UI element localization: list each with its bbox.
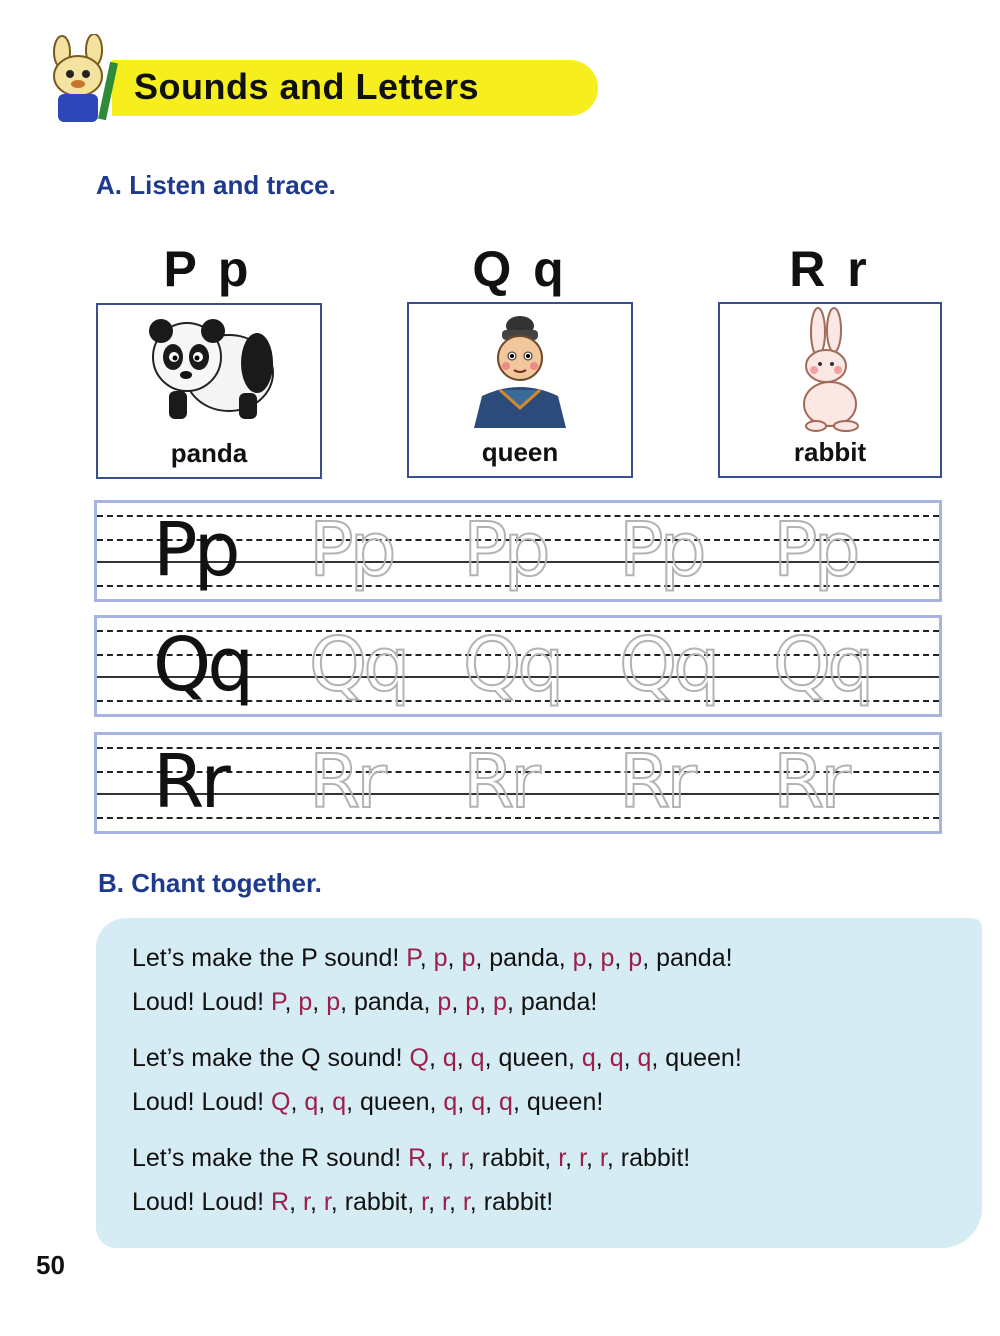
trace-dotted-letter[interactable]: Rr: [773, 739, 847, 825]
trace-model-letter: Qq: [153, 622, 251, 708]
trace-dotted-letter[interactable]: Qq: [463, 622, 561, 708]
panda-icon: [139, 313, 279, 423]
trace-dotted-letter[interactable]: Qq: [619, 622, 717, 708]
rabbit-icon: [780, 306, 880, 434]
chant-line: Loud! Loud! P, p, p, panda, p, p, p, panda!: [132, 988, 598, 1016]
card-rabbit: [718, 302, 942, 478]
card-queen: [407, 302, 633, 478]
chant-line: Loud! Loud! Q, q, q, queen, q, q, q, queen!: [132, 1088, 604, 1116]
trace-dotted-letter[interactable]: Rr: [619, 739, 693, 825]
section-a-heading: A. Listen and trace.: [96, 170, 336, 200]
tracing-row-r[interactable]: [94, 732, 942, 834]
card-panda: [96, 303, 322, 479]
queen-icon: [460, 312, 580, 428]
trace-dotted-letter[interactable]: Pp: [309, 507, 393, 593]
tracing-row-q[interactable]: [94, 615, 942, 717]
card-label-panda: panda: [170, 438, 248, 468]
section-b-heading: B. Chant together.: [98, 868, 322, 898]
chant-line: Let’s make the P sound! P, p, p, panda, p, p, p, panda!: [132, 944, 733, 972]
card-label-rabbit: rabbit: [793, 437, 867, 467]
trace-dotted-letter[interactable]: Pp: [619, 507, 703, 593]
tracing-row-p[interactable]: [94, 500, 942, 602]
letter-heading-r: R r: [789, 241, 871, 297]
mascot-icon: [30, 34, 130, 134]
trace-dotted-letter[interactable]: Rr: [309, 739, 383, 825]
trace-model-letter: Rr: [153, 739, 227, 825]
page-title: Sounds and Letters: [134, 66, 480, 107]
page-number: 50: [36, 1250, 65, 1280]
chant-line: Loud! Loud! R, r, r, rabbit, r, r, r, rabbit!: [132, 1188, 554, 1216]
card-label-queen: queen: [481, 437, 559, 467]
chant-line: Let’s make the R sound! R, r, r, rabbit, r, r, r, rabbit!: [132, 1144, 691, 1172]
trace-dotted-letter[interactable]: Pp: [773, 507, 857, 593]
trace-dotted-letter[interactable]: Rr: [463, 739, 537, 825]
letter-heading-q: Q q: [472, 241, 568, 297]
letter-heading-p: P p: [163, 241, 253, 297]
trace-dotted-letter[interactable]: Qq: [309, 622, 407, 708]
trace-dotted-letter[interactable]: Pp: [463, 507, 547, 593]
chant-line: Let’s make the Q sound! Q, q, q, queen, q, q, q, queen!: [132, 1044, 742, 1072]
trace-model-letter: Pp: [153, 507, 237, 593]
trace-dotted-letter[interactable]: Qq: [773, 622, 871, 708]
